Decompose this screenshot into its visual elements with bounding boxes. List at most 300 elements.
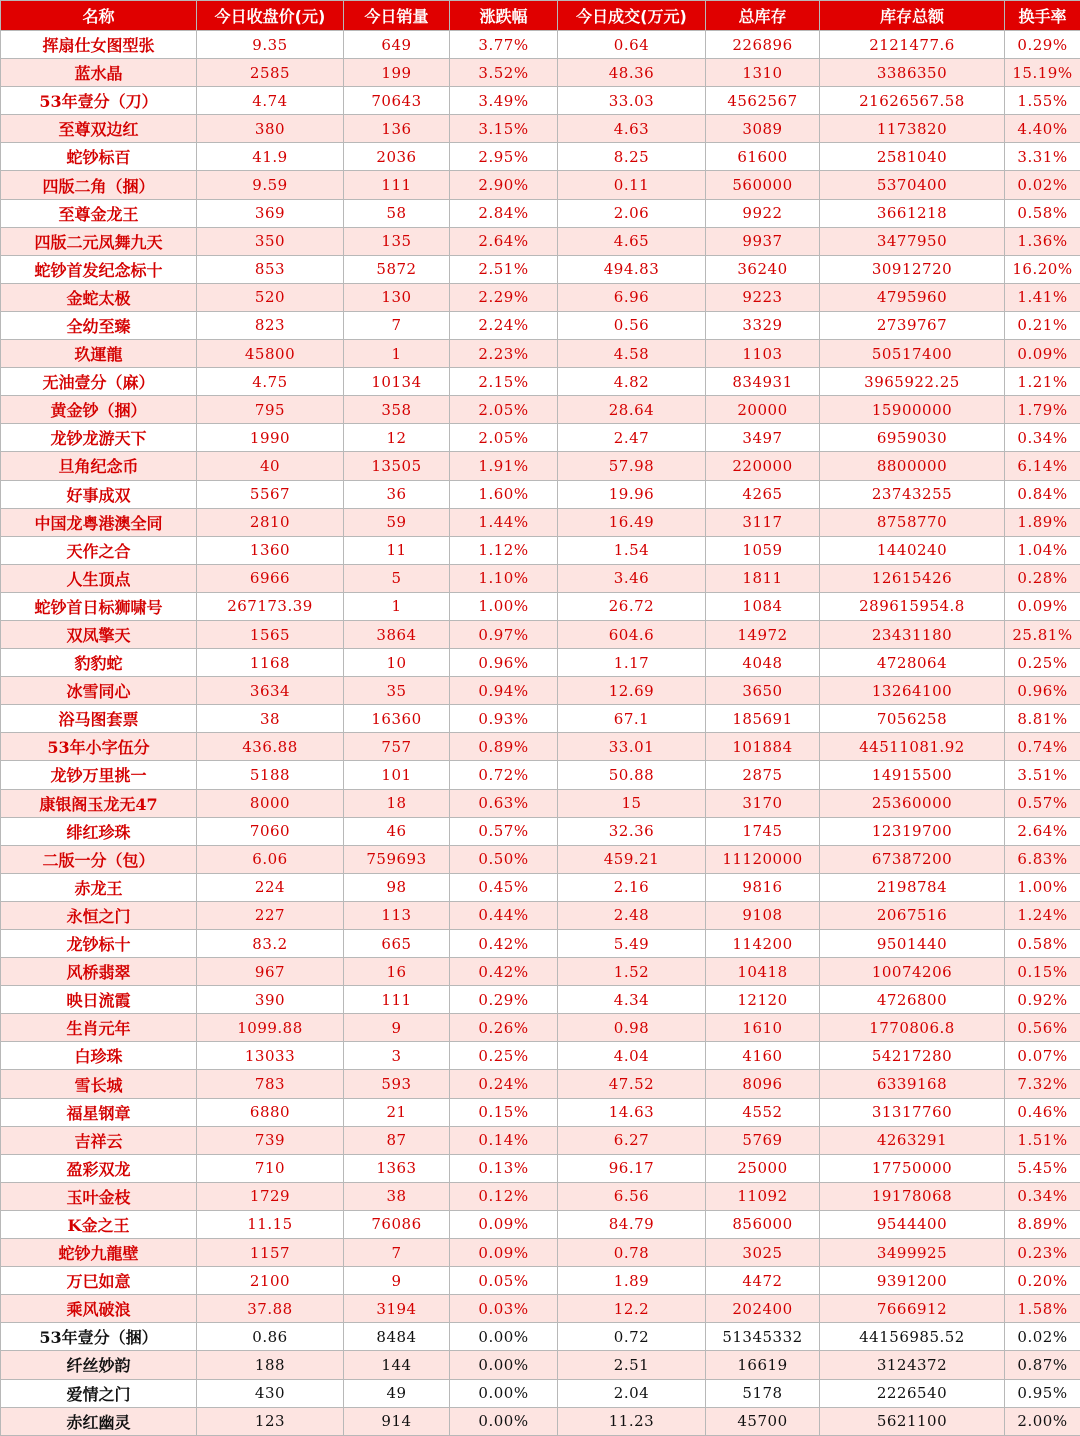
table-row [1,536,1080,564]
cell-total-stock: 4160 [706,1042,820,1070]
cell-change: 0.25% [450,1042,558,1070]
cell-turnover-amount: 0.72 [558,1323,706,1351]
cell-turnover-amount: 6.56 [558,1182,706,1210]
cell-volume: 13505 [344,452,450,480]
table-row [1,620,1080,648]
cell-turnover-amount: 0.11 [558,171,706,199]
cell-close-price: 83.2 [197,930,344,958]
table-row [1,59,1080,87]
cell-stock-value: 6339168 [820,1070,1005,1098]
cell-total-stock: 4552 [706,1098,820,1126]
cell-change: 2.29% [450,283,558,311]
cell-turnover-rate: 1.51% [1005,1126,1080,1154]
cell-name: 万巳如意 [1,1267,197,1295]
cell-change: 1.10% [450,564,558,592]
cell-turnover-amount: 15 [558,789,706,817]
cell-close-price: 123 [197,1407,344,1435]
cell-volume: 12 [344,424,450,452]
table-row [1,424,1080,452]
cell-volume: 38 [344,1182,450,1210]
cell-name: 雪长城 [1,1070,197,1098]
cell-name: 豹豹蛇 [1,649,197,677]
cell-turnover-amount: 2.48 [558,901,706,929]
table-row [1,958,1080,986]
cell-name: 无油壹分（麻） [1,368,197,396]
cell-name: 至尊金龙王 [1,199,197,227]
cell-turnover-amount: 33.01 [558,733,706,761]
cell-turnover-amount: 604.6 [558,620,706,648]
cell-change: 3.77% [450,31,558,59]
cell-total-stock: 14972 [706,620,820,648]
cell-name: 浴马图套票 [1,705,197,733]
cell-turnover-rate: 0.84% [1005,480,1080,508]
cell-total-stock: 834931 [706,368,820,396]
cell-total-stock: 4265 [706,480,820,508]
cell-total-stock: 1059 [706,536,820,564]
cell-stock-value: 2581040 [820,143,1005,171]
cell-stock-value: 2739767 [820,311,1005,339]
cell-turnover-amount: 1.54 [558,536,706,564]
cell-close-price: 2810 [197,508,344,536]
cell-close-price: 795 [197,396,344,424]
cell-volume: 136 [344,115,450,143]
cell-total-stock: 11092 [706,1182,820,1210]
cell-change: 0.57% [450,817,558,845]
cell-name: 黄金钞（捆） [1,396,197,424]
cell-stock-value: 8758770 [820,508,1005,536]
cell-change: 0.12% [450,1182,558,1210]
cell-total-stock: 61600 [706,143,820,171]
cell-turnover-amount: 4.58 [558,340,706,368]
cell-turnover-rate: 0.21% [1005,311,1080,339]
cell-turnover-rate: 0.56% [1005,1014,1080,1042]
cell-turnover-amount: 0.64 [558,31,706,59]
cell-close-price: 783 [197,1070,344,1098]
cell-total-stock: 11120000 [706,845,820,873]
table-row [1,1210,1080,1238]
cell-name: 生肖元年 [1,1014,197,1042]
cell-stock-value: 25360000 [820,789,1005,817]
cell-turnover-rate: 3.31% [1005,143,1080,171]
cell-turnover-amount: 96.17 [558,1154,706,1182]
cell-close-price: 380 [197,115,344,143]
cell-change: 0.00% [450,1351,558,1379]
cell-total-stock: 16619 [706,1351,820,1379]
cell-name: 乘风破浪 [1,1295,197,1323]
table-row [1,115,1080,143]
cell-turnover-rate: 1.04% [1005,536,1080,564]
cell-close-price: 967 [197,958,344,986]
cell-name: 53年壹分（捆） [1,1323,197,1351]
cell-name: 蓝水晶 [1,59,197,87]
cell-turnover-rate: 0.23% [1005,1239,1080,1267]
cell-volume: 58 [344,199,450,227]
cell-name: 二版一分（包） [1,845,197,873]
cell-change: 0.05% [450,1267,558,1295]
cell-total-stock: 9223 [706,283,820,311]
cell-turnover-amount: 459.21 [558,845,706,873]
cell-turnover-rate: 0.92% [1005,986,1080,1014]
cell-volume: 9 [344,1267,450,1295]
cell-close-price: 40 [197,452,344,480]
cell-total-stock: 1084 [706,592,820,620]
cell-turnover-rate: 2.64% [1005,817,1080,845]
cell-total-stock: 856000 [706,1210,820,1238]
cell-turnover-amount: 0.78 [558,1239,706,1267]
table-row [1,1014,1080,1042]
cell-volume: 11 [344,536,450,564]
cell-turnover-amount: 2.06 [558,199,706,227]
cell-turnover-rate: 1.36% [1005,227,1080,255]
cell-turnover-rate: 3.51% [1005,761,1080,789]
header-name[interactable]: 名称 [1,1,197,31]
cell-name: 龙钞龙游天下 [1,424,197,452]
cell-volume: 111 [344,986,450,1014]
cell-total-stock: 9937 [706,227,820,255]
cell-name: 龙钞标十 [1,930,197,958]
cell-change: 0.24% [450,1070,558,1098]
cell-name: 四版二角（捆） [1,171,197,199]
cell-stock-value: 4728064 [820,649,1005,677]
cell-total-stock: 2875 [706,761,820,789]
cell-stock-value: 44511081.92 [820,733,1005,761]
cell-turnover-amount: 2.47 [558,424,706,452]
cell-stock-value: 1440240 [820,536,1005,564]
cell-turnover-amount: 14.63 [558,1098,706,1126]
cell-turnover-rate: 0.96% [1005,677,1080,705]
cell-total-stock: 4472 [706,1267,820,1295]
cell-stock-value: 23743255 [820,480,1005,508]
table-row [1,31,1080,59]
cell-change: 1.91% [450,452,558,480]
cell-stock-value: 3124372 [820,1351,1005,1379]
table-row [1,227,1080,255]
cell-stock-value: 12615426 [820,564,1005,592]
cell-stock-value: 9544400 [820,1210,1005,1238]
cell-total-stock: 220000 [706,452,820,480]
cell-volume: 3864 [344,620,450,648]
cell-total-stock: 560000 [706,171,820,199]
cell-turnover-amount: 2.51 [558,1351,706,1379]
cell-change: 2.64% [450,227,558,255]
table-row [1,452,1080,480]
cell-turnover-amount: 6.27 [558,1126,706,1154]
cell-turnover-rate: 15.19% [1005,59,1080,87]
cell-volume: 914 [344,1407,450,1435]
cell-change: 2.24% [450,311,558,339]
cell-change: 1.44% [450,508,558,536]
cell-total-stock: 1610 [706,1014,820,1042]
cell-change: 2.05% [450,396,558,424]
cell-close-price: 430 [197,1379,344,1407]
cell-change: 0.00% [450,1323,558,1351]
cell-change: 0.89% [450,733,558,761]
cell-total-stock: 4562567 [706,87,820,115]
cell-turnover-amount: 48.36 [558,59,706,87]
cell-change: 3.49% [450,87,558,115]
cell-turnover-amount: 50.88 [558,761,706,789]
cell-turnover-rate: 1.21% [1005,368,1080,396]
cell-close-price: 38 [197,705,344,733]
cell-turnover-amount: 11.23 [558,1407,706,1435]
cell-close-price: 390 [197,986,344,1014]
cell-change: 3.15% [450,115,558,143]
cell-stock-value: 12319700 [820,817,1005,845]
cell-total-stock: 9816 [706,873,820,901]
cell-turnover-amount: 0.56 [558,311,706,339]
cell-name: 蛇钞九龍壁 [1,1239,197,1267]
cell-stock-value: 50517400 [820,340,1005,368]
cell-change: 1.60% [450,480,558,508]
cell-change: 0.14% [450,1126,558,1154]
cell-close-price: 1729 [197,1182,344,1210]
table-row [1,1126,1080,1154]
cell-stock-value: 2121477.6 [820,31,1005,59]
cell-close-price: 9.59 [197,171,344,199]
cell-name: 赤红幽灵 [1,1407,197,1435]
cell-close-price: 1565 [197,620,344,648]
cell-turnover-rate: 0.09% [1005,340,1080,368]
cell-change: 0.96% [450,649,558,677]
cell-change: 0.03% [450,1295,558,1323]
cell-total-stock: 9108 [706,901,820,929]
cell-volume: 5 [344,564,450,592]
cell-change: 0.29% [450,986,558,1014]
cell-turnover-amount: 4.82 [558,368,706,396]
cell-turnover-rate: 5.45% [1005,1154,1080,1182]
table-row [1,1154,1080,1182]
cell-name: 旦角纪念币 [1,452,197,480]
cell-name: 挥扇仕女图型张 [1,31,197,59]
cell-name: 玖運龍 [1,340,197,368]
table-row [1,255,1080,283]
cell-change: 0.09% [450,1210,558,1238]
cell-stock-value: 3965922.25 [820,368,1005,396]
cell-stock-value: 10074206 [820,958,1005,986]
cell-turnover-rate: 4.40% [1005,115,1080,143]
cell-name: 人生顶点 [1,564,197,592]
cell-volume: 113 [344,901,450,929]
cell-change: 2.51% [450,255,558,283]
cell-name: 金蛇太极 [1,283,197,311]
cell-total-stock: 4048 [706,649,820,677]
cell-volume: 8484 [344,1323,450,1351]
cell-stock-value: 3386350 [820,59,1005,87]
cell-change: 0.44% [450,901,558,929]
table-row [1,480,1080,508]
cell-stock-value: 44156985.52 [820,1323,1005,1351]
cell-stock-value: 1173820 [820,115,1005,143]
table-row [1,592,1080,620]
cell-close-price: 4.75 [197,368,344,396]
cell-turnover-amount: 5.49 [558,930,706,958]
cell-close-price: 6966 [197,564,344,592]
cell-name: 绯红珍珠 [1,817,197,845]
cell-volume: 199 [344,59,450,87]
cell-turnover-amount: 8.25 [558,143,706,171]
cell-turnover-rate: 1.00% [1005,873,1080,901]
cell-total-stock: 202400 [706,1295,820,1323]
cell-volume: 649 [344,31,450,59]
cell-turnover-rate: 0.58% [1005,930,1080,958]
cell-volume: 358 [344,396,450,424]
cell-turnover-rate: 0.02% [1005,1323,1080,1351]
table-row [1,1323,1080,1351]
cell-close-price: 369 [197,199,344,227]
cell-total-stock: 101884 [706,733,820,761]
cell-total-stock: 3329 [706,311,820,339]
cell-stock-value: 2198784 [820,873,1005,901]
cell-turnover-amount: 0.98 [558,1014,706,1042]
table-header [1,1,1080,31]
cell-close-price: 6880 [197,1098,344,1126]
cell-close-price: 4.74 [197,87,344,115]
cell-close-price: 3634 [197,677,344,705]
header-change[interactable]: 涨跌幅 [450,1,558,31]
cell-turnover-rate: 0.34% [1005,1182,1080,1210]
header-turnover-rate[interactable]: 换手率 [1005,1,1080,31]
cell-name: 风桥翡翠 [1,958,197,986]
cell-close-price: 710 [197,1154,344,1182]
cell-total-stock: 3089 [706,115,820,143]
cell-turnover-rate: 7.32% [1005,1070,1080,1098]
cell-turnover-rate: 0.74% [1005,733,1080,761]
cell-change: 1.12% [450,536,558,564]
header-total-stock[interactable]: 总库存 [706,1,820,31]
cell-name: 白珍珠 [1,1042,197,1070]
cell-turnover-rate: 1.58% [1005,1295,1080,1323]
cell-turnover-amount: 1.89 [558,1267,706,1295]
cell-close-price: 350 [197,227,344,255]
cell-volume: 144 [344,1351,450,1379]
cell-change: 0.94% [450,677,558,705]
cell-total-stock: 3025 [706,1239,820,1267]
cell-name: 蛇钞标百 [1,143,197,171]
cell-close-price: 224 [197,873,344,901]
header-volume[interactable]: 今日销量 [344,1,450,31]
table-row [1,396,1080,424]
cell-close-price: 45800 [197,340,344,368]
cell-change: 2.95% [450,143,558,171]
cell-change: 0.72% [450,761,558,789]
table-row [1,1182,1080,1210]
cell-total-stock: 1745 [706,817,820,845]
cell-turnover-rate: 0.58% [1005,199,1080,227]
cell-name: 康银阁玉龙无47 [1,789,197,817]
cell-volume: 101 [344,761,450,789]
cell-turnover-amount: 19.96 [558,480,706,508]
cell-volume: 7 [344,311,450,339]
cell-total-stock: 51345332 [706,1323,820,1351]
cell-change: 2.84% [450,199,558,227]
cell-stock-value: 9391200 [820,1267,1005,1295]
cell-name: 蛇钞首日标狮啸号 [1,592,197,620]
cell-turnover-rate: 6.14% [1005,452,1080,480]
cell-close-price: 188 [197,1351,344,1379]
cell-change: 2.05% [450,424,558,452]
cell-name: 双凤擎天 [1,620,197,648]
header-turnover-amount[interactable]: 今日成交(万元) [558,1,706,31]
table-row [1,171,1080,199]
cell-volume: 593 [344,1070,450,1098]
table-row [1,986,1080,1014]
cell-change: 2.23% [450,340,558,368]
cell-close-price: 2585 [197,59,344,87]
cell-turnover-rate: 0.28% [1005,564,1080,592]
cell-close-price: 1099.88 [197,1014,344,1042]
header-stock-value[interactable]: 库存总额 [820,1,1005,31]
cell-name: 天作之合 [1,536,197,564]
cell-name: 中国龙粤港澳全同 [1,508,197,536]
cell-turnover-rate: 0.29% [1005,31,1080,59]
cell-turnover-amount: 4.65 [558,227,706,255]
table-body [1,31,1080,1436]
cell-total-stock: 3650 [706,677,820,705]
cell-turnover-rate: 1.79% [1005,396,1080,424]
cell-volume: 9 [344,1014,450,1042]
cell-stock-value: 3499925 [820,1239,1005,1267]
cell-total-stock: 226896 [706,31,820,59]
cell-close-price: 5188 [197,761,344,789]
header-close-price[interactable]: 今日收盘价(元) [197,1,344,31]
cell-total-stock: 5178 [706,1379,820,1407]
cell-change: 2.15% [450,368,558,396]
cell-close-price: 11.15 [197,1210,344,1238]
cell-volume: 76086 [344,1210,450,1238]
table-row [1,901,1080,929]
cell-total-stock: 1811 [706,564,820,592]
cell-name: 赤龙王 [1,873,197,901]
cell-volume: 18 [344,789,450,817]
cell-stock-value: 30912720 [820,255,1005,283]
cell-turnover-amount: 2.04 [558,1379,706,1407]
cell-turnover-rate: 1.89% [1005,508,1080,536]
table-row [1,1098,1080,1126]
cell-turnover-amount: 4.34 [558,986,706,1014]
cell-total-stock: 12120 [706,986,820,1014]
cell-turnover-rate: 0.09% [1005,592,1080,620]
cell-volume: 665 [344,930,450,958]
table-row [1,1407,1080,1435]
table-row [1,649,1080,677]
cell-stock-value: 3477950 [820,227,1005,255]
cell-close-price: 37.88 [197,1295,344,1323]
table-row [1,283,1080,311]
cell-volume: 3 [344,1042,450,1070]
table-row [1,873,1080,901]
cell-change: 0.26% [450,1014,558,1042]
cell-stock-value: 2067516 [820,901,1005,929]
cell-turnover-amount: 494.83 [558,255,706,283]
cell-turnover-amount: 6.96 [558,283,706,311]
table-row [1,845,1080,873]
cell-turnover-rate: 16.20% [1005,255,1080,283]
cell-close-price: 13033 [197,1042,344,1070]
table-row [1,1295,1080,1323]
cell-volume: 111 [344,171,450,199]
cell-name: 映日流霞 [1,986,197,1014]
cell-stock-value: 9501440 [820,930,1005,958]
cell-volume: 5872 [344,255,450,283]
cell-volume: 10 [344,649,450,677]
cell-volume: 98 [344,873,450,901]
table-row [1,199,1080,227]
cell-total-stock: 185691 [706,705,820,733]
cell-name: 冰雪同心 [1,677,197,705]
cell-close-price: 41.9 [197,143,344,171]
cell-close-price: 7060 [197,817,344,845]
cell-close-price: 1168 [197,649,344,677]
